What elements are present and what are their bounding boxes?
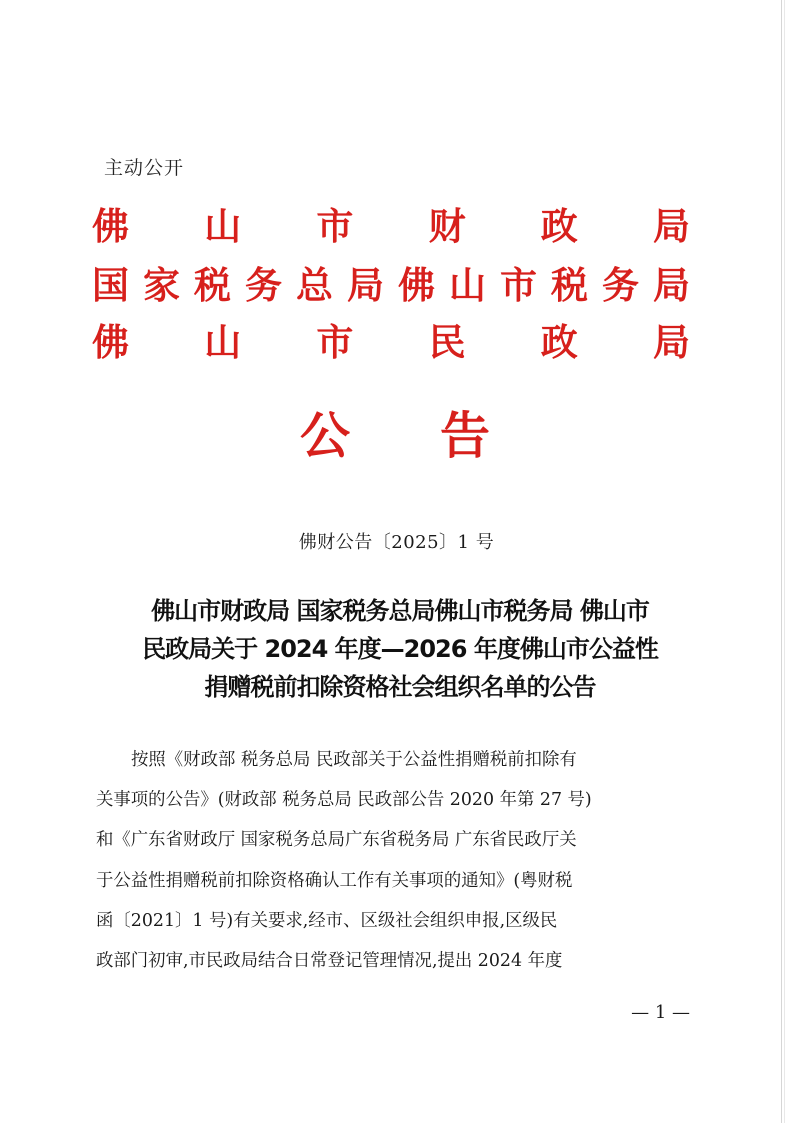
issuer-char: 山	[449, 263, 486, 307]
issuer-row-tax-bureau	[92, 262, 690, 308]
body-line: 关事项的公告》(财政部 税务总局 民政部公告 2020 年第 27 号)	[96, 790, 592, 811]
doc-type-char: 告	[440, 406, 490, 465]
issuer-char: 市	[316, 320, 354, 364]
issuer-row-civil-affairs-bureau	[92, 319, 690, 365]
issuer-char: 佛	[92, 320, 129, 364]
title-line: 捐赠税前扣除资格社会组织名单的公告	[204, 673, 596, 701]
document-title	[80, 592, 720, 706]
issuer-char: 税	[194, 263, 231, 307]
page-number: — 1 —	[631, 1002, 690, 1023]
issuer-char: 佛	[398, 263, 435, 307]
issuer-char: 局	[652, 320, 690, 364]
title-line: 民政局关于 2024 年度—2026 年度佛山市公益性	[142, 635, 658, 663]
issuer-char: 民	[428, 320, 466, 364]
issuer-char: 财	[428, 204, 466, 248]
disclosure-label: 主动公开	[104, 157, 185, 179]
body-line: 于公益性捐赠税前扣除资格确认工作有关事项的通知》(粤财税	[96, 870, 573, 891]
issuer-char: 山	[204, 204, 242, 248]
body-line: 按照《财政部 税务总局 民政部关于公益性捐赠税前扣除有	[131, 750, 577, 770]
issuer-char: 国	[92, 263, 129, 307]
page-edge-line	[784, 0, 785, 1123]
body-line: 和《广东省财政厅 国家税务总局广东省税务局 广东省民政厅关	[96, 830, 577, 851]
issuer-char: 市	[500, 263, 537, 307]
issuer-row-finance-bureau	[92, 203, 690, 249]
doc-type-heading	[300, 405, 490, 467]
issuer-char: 市	[316, 204, 354, 248]
issuer-char: 家	[143, 263, 180, 307]
body-line: 政部门初审,市民政局结合日常登记管理情况,提出 2024 年度	[96, 951, 563, 972]
issuer-char: 政	[540, 204, 578, 248]
issuer-char: 务	[245, 263, 282, 307]
issuer-char: 政	[540, 320, 578, 364]
issuer-char: 局	[347, 263, 384, 307]
body-paragraph	[96, 740, 696, 981]
issuer-char: 山	[204, 320, 242, 364]
issuer-char: 税	[551, 263, 588, 307]
issuer-char: 务	[602, 263, 639, 307]
issuer-char: 局	[652, 204, 690, 248]
issuer-char: 佛	[92, 204, 129, 248]
page-edge-line	[781, 0, 782, 1123]
issuer-char: 局	[653, 263, 690, 307]
body-line: 函〔2021〕1 号)有关要求,经市、区级社会组织申报,区级民	[96, 910, 558, 931]
issuer-char: 总	[296, 263, 333, 307]
document-number: 佛财公告〔2025〕1 号	[298, 532, 495, 553]
doc-type-char: 公	[300, 406, 350, 465]
title-line: 佛山市财政局 国家税务总局佛山市税务局 佛山市	[151, 597, 649, 625]
